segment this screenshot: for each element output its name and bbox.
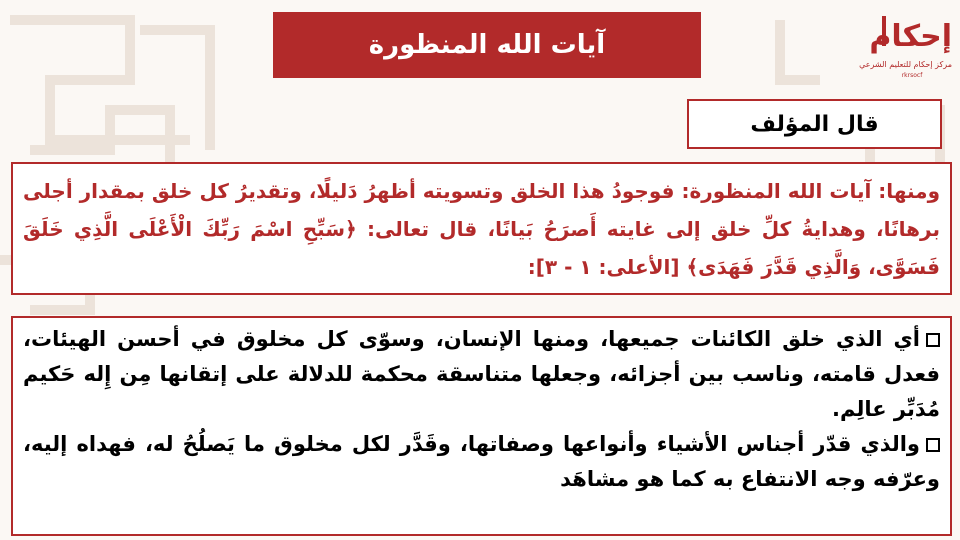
- checkbox-bullet-icon: [926, 438, 940, 452]
- explanation-point-2: [23, 427, 940, 497]
- logo-subtitle-latin: rkrsocf: [901, 72, 923, 79]
- author-quote-text: ومنها: آيات الله المنظورة: فوجودُ هذا الخلق وتسويته أظهرُ دَليلًا، وتقديرُ كل خلق بمقدار أجلى برهانًا، وهدايةُ كلِّ خلق إلى غايته أَصرَحُ بَيانًا، قال تعالى: ﴿سَبِّحِ اسْمَ رَبِّكَ الْأَعْلَى الَّذِي خَلَقَ فَسَوَّى، وَالَّذِي قَدَّرَ فَهَدَى﴾ [الأعلى: ١ - ٣]:: [23, 179, 940, 279]
- author-label: قال المؤلف: [750, 111, 879, 137]
- slide-title-banner: [273, 12, 701, 78]
- slide-title: آيات الله المنظورة: [368, 30, 606, 60]
- explanation-box: [11, 316, 952, 536]
- checkbox-bullet-icon: [926, 333, 940, 347]
- logo-subtitle: مركز إحكام للتعليم الشرعي: [859, 60, 952, 69]
- logo-name: إحكام: [869, 19, 952, 54]
- author-quote-box: [11, 162, 952, 295]
- ihkam-logo: [859, 14, 952, 84]
- point-1-text: أي الذي خلق الكائنات جميعها، ومنها الإنسان، وسوّى كل مخلوق في أحسن الهيئات، فعدل قامته، وناسب بين أجزائه، وجعلها متناسقة محكمة للدلالة على إتقانها مِن إِله حَكيم مُدَبِّر عالِم.: [23, 327, 940, 421]
- explanation-point-1: [23, 322, 940, 427]
- point-2-text: والذي قدّر أجناس الأشياء وأنواعها وصفاتها، وقَدَّر لكل مخلوق ما يَصلُحُ له، فهداه إليه، وعرّفه وجه الانتفاع به كما هو مشاهَد: [23, 432, 940, 491]
- author-label-box: [687, 99, 942, 149]
